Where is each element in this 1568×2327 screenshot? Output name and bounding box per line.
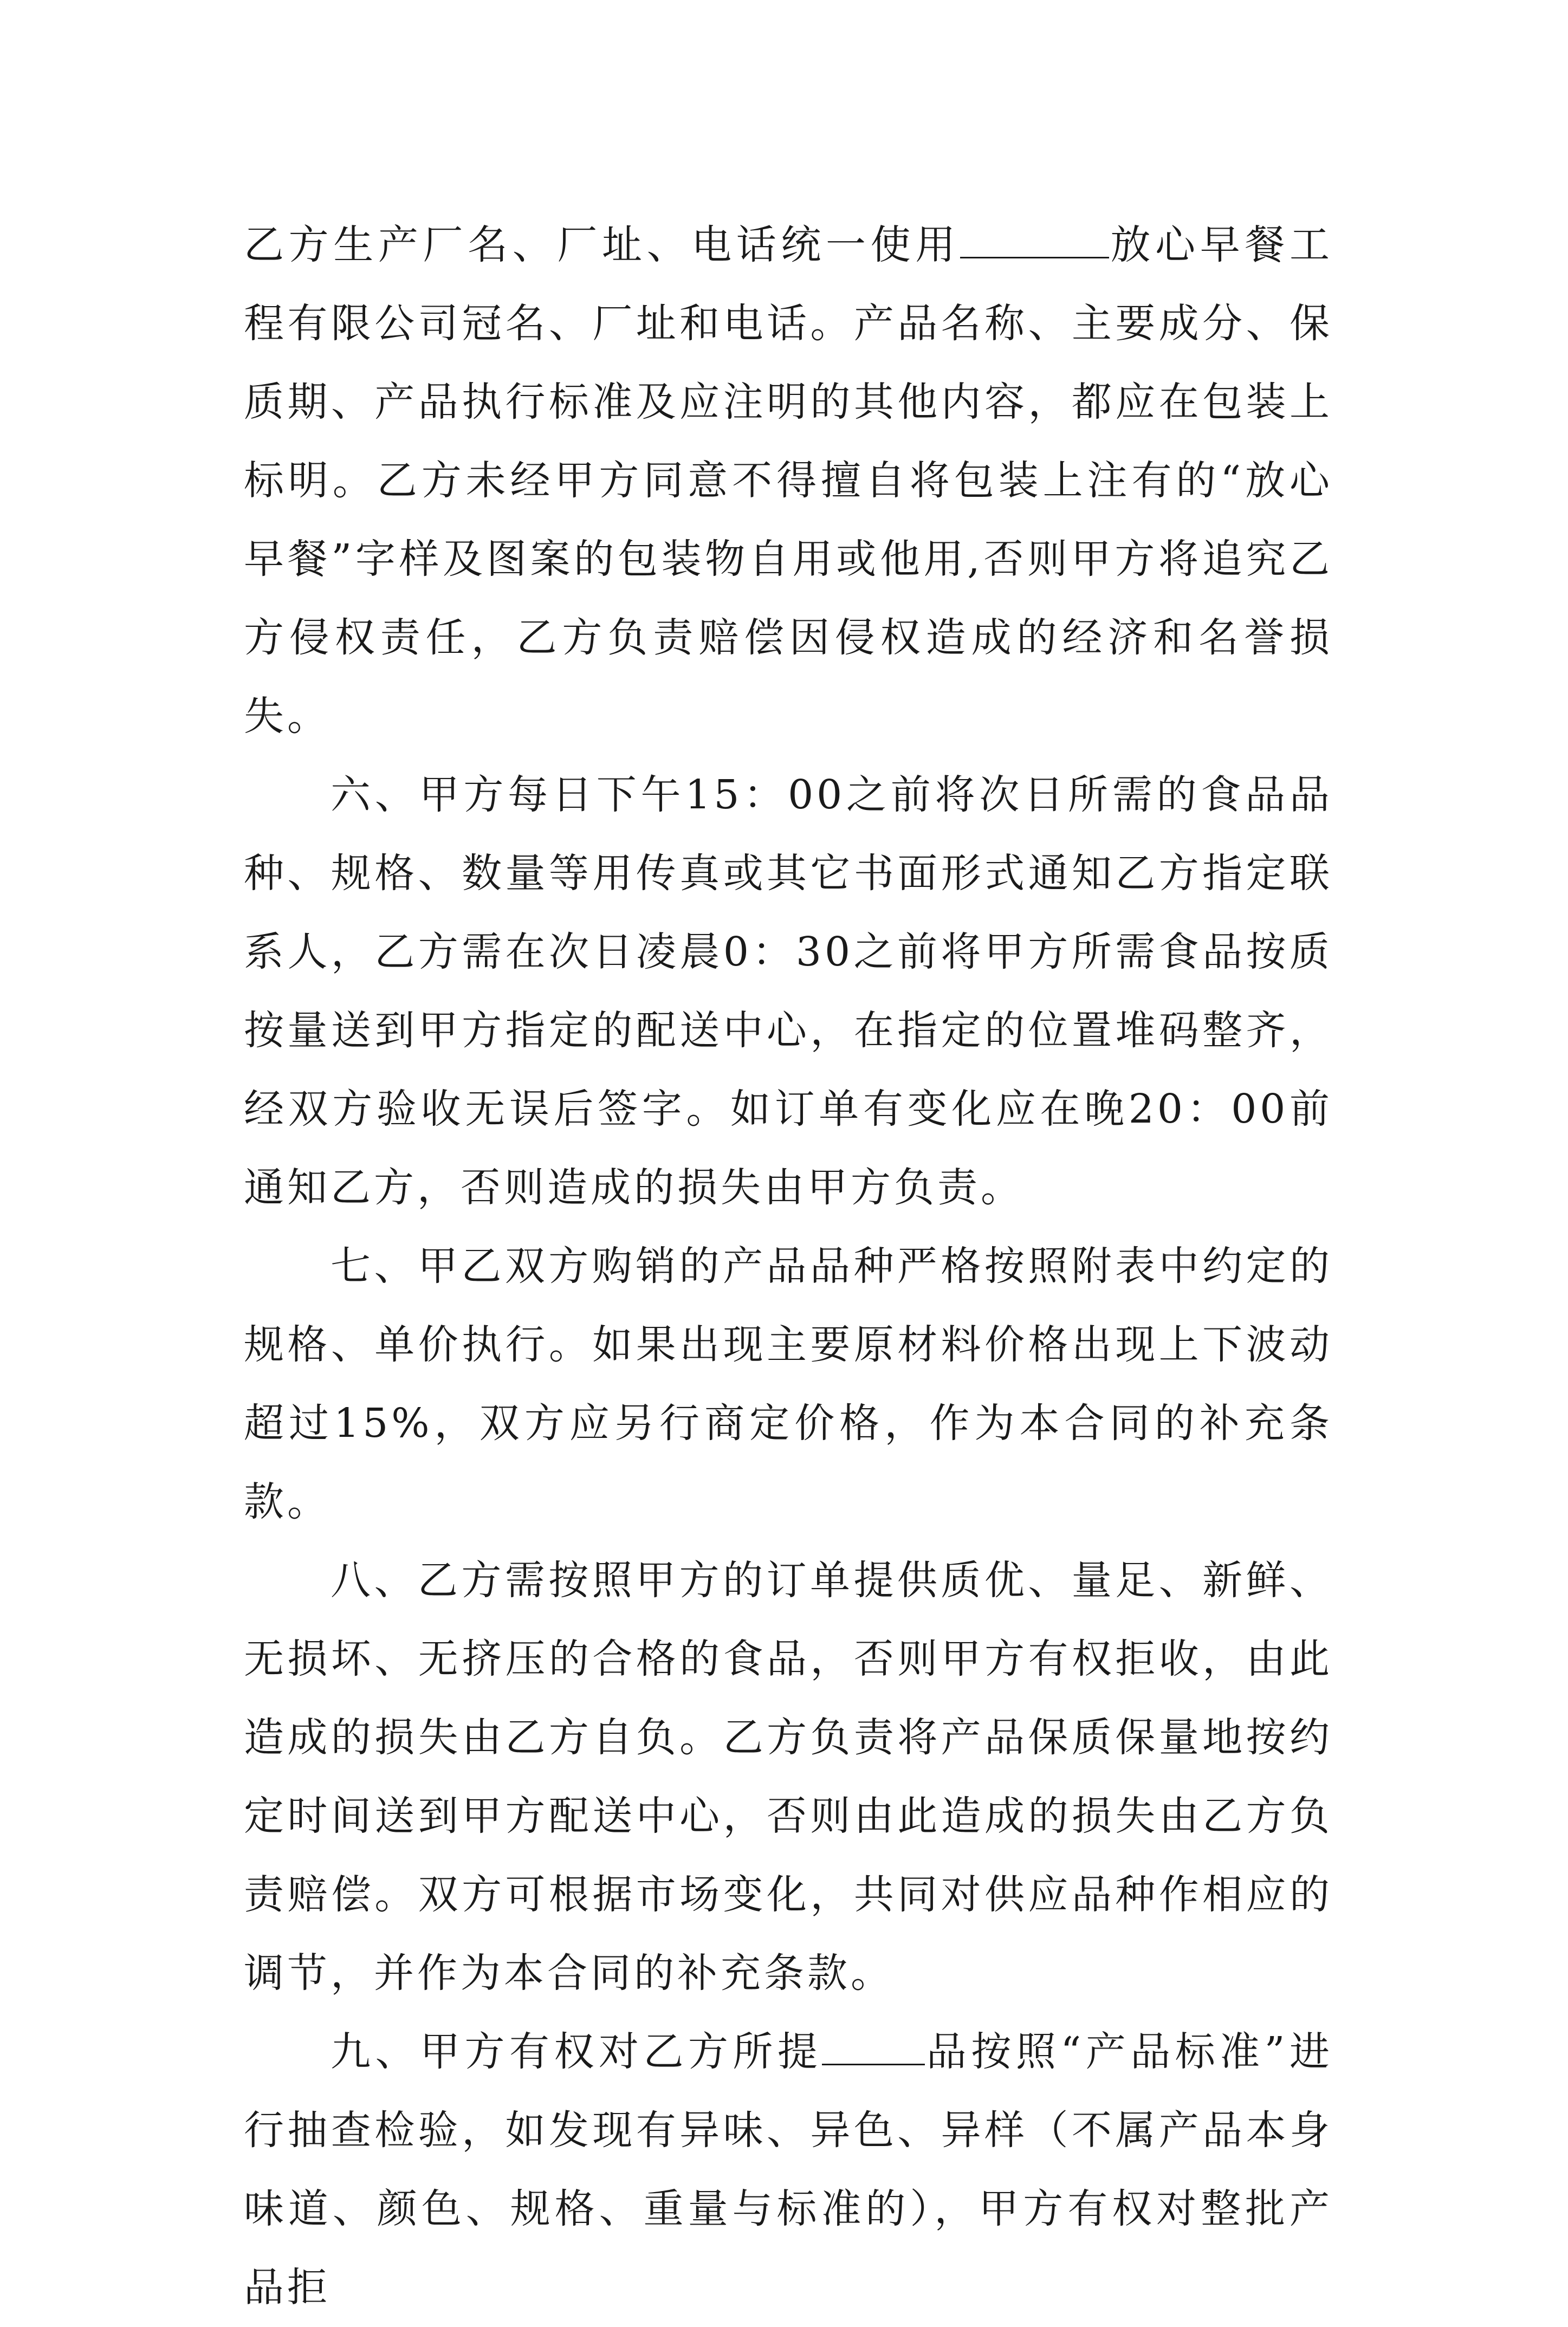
- paragraph-clause-6: 六、甲方每日下午15：00之前将次日所需的食品品种、规格、数量等用传真或其它书面形式通知乙方指定联系人，乙方需在次日凌晨0：30之前将甲方所需食品按质按量送到甲方指定的配送中心，在指定的位置堆码整齐，经双方验收无误后签字。如订单有变化应在晚20：00前通知乙方，否则造成的损失由甲方负责。: [244, 772, 1333, 1211]
- clause-9-text-start: 九、甲方有权对乙方所提: [331, 2028, 822, 2075]
- clause-5-text-start: 乙方生产厂名、厂址、电话统一使用: [244, 222, 960, 268]
- paragraph-clause-8: 八、乙方需按照甲方的订单提供质优、量足、新鲜、无损坏、无挤压的合格的食品，否则甲方有权拒收，由此造成的损失由乙方自负。乙方负责将产品保质保量地按约定时间送到甲方配送中心，否则由此造成的损失由乙方负责赔偿。双方可根据市场变化，共同对供应品种作相应的调节，并作为本合同的补充条款。: [244, 1557, 1333, 1997]
- company-name-blank: [960, 222, 1109, 258]
- clause-5-text-end: 放心早餐工程有限公司冠名、厂址和电话。产品名称、主要成分、保质期、产品执行标准及应注明的其他内容，都应在包装上标明。乙方未经甲方同意不得擅自将包装上注有的“放心早餐”字样及图案的包装物自用或他用,否则甲方将追究乙方侵权责任，乙方负责赔偿因侵权造成的经济和名誉损失。: [244, 222, 1333, 740]
- clause-9-text-end: 品按照“产品标准”进行抽查检验，如发现有异味、异色、异样（不属产品本身味道、颜色、规格、重量与标准的），甲方有权对整批产品拒: [244, 2028, 1333, 2311]
- paragraph-clause-9: [244, 2013, 1333, 2327]
- contract-text: [244, 206, 1333, 2327]
- paragraph-clause-7: 七、甲乙双方购销的产品品种严格按照附表中约定的规格、单价执行。如果出现主要原材料价格出现上下波动超过15%，双方应另行商定价格，作为本合同的补充条款。: [244, 1243, 1333, 1525]
- product-blank: [822, 2029, 925, 2065]
- paragraph-clause-5-continued: [244, 206, 1333, 756]
